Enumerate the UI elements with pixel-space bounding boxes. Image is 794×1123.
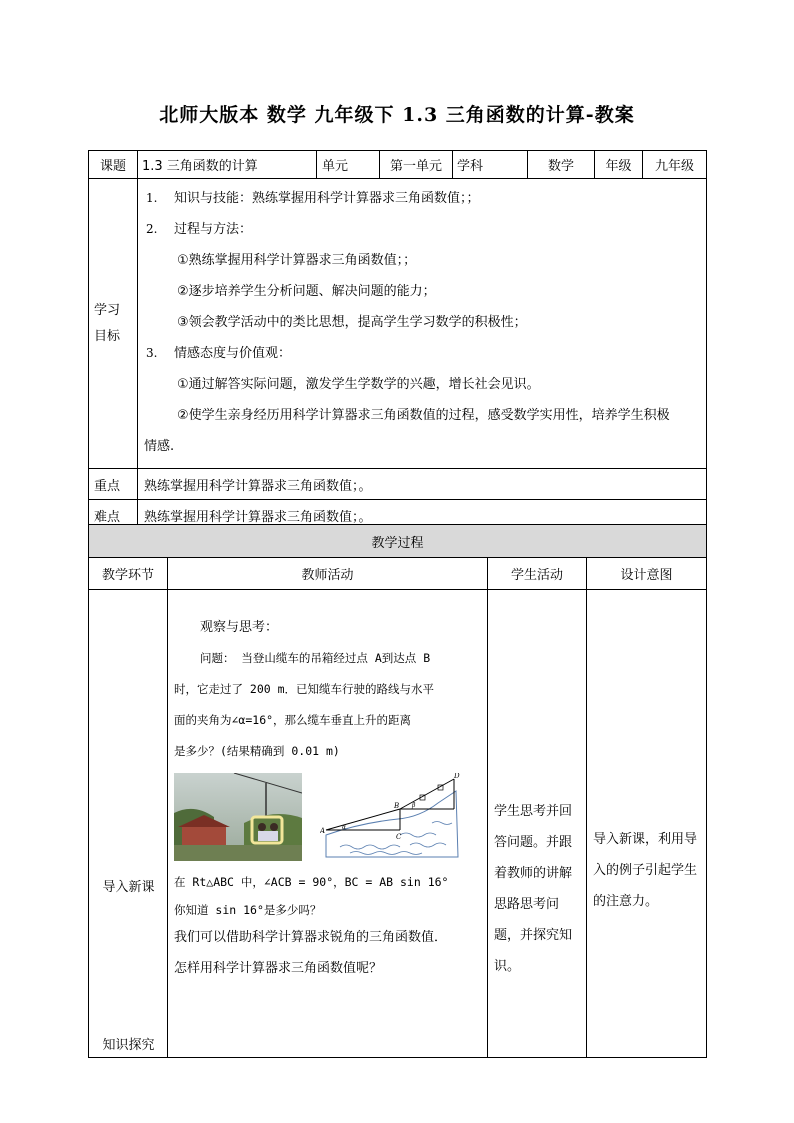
- objective-2c: ③领会教学活动中的类比思想，提高学生学习数学的积极性；: [177, 315, 527, 330]
- lesson-info-table: [88, 150, 707, 531]
- objectives-label-line1: 学习: [94, 302, 121, 318]
- info-value-topic: 1.3 三角函数的计算: [138, 151, 317, 179]
- teacher-p9: 怎样用科学计算器求三角函数值呢？: [174, 961, 383, 976]
- info-key-topic: 课题: [89, 151, 138, 179]
- objective-3: 情感态度与价值观：: [174, 346, 292, 361]
- label-b: B: [394, 802, 400, 810]
- col-header-student: 学生活动: [488, 558, 587, 590]
- objective-3c: 情感.: [144, 439, 175, 454]
- objective-number-1: 1.: [146, 191, 158, 205]
- design-intent-cell: [587, 590, 707, 1058]
- info-value-grade: 九年级: [643, 151, 707, 179]
- teacher-p7: 你知道 sin 16°是多少吗？: [174, 903, 322, 917]
- teacher-p2: 问题： 当登山缆车的吊箱经过点 A到达点 B: [200, 651, 431, 665]
- teacher-p4: 面的夹角为∠α=16°，那么缆车垂直上升的距离: [174, 713, 412, 727]
- label-alpha: α: [342, 824, 347, 831]
- objective-number-3: 3.: [146, 346, 158, 360]
- key-point-text: 熟练掌握用科学计算器求三角函数值；。: [138, 469, 707, 500]
- info-value-unit: 第一单元: [380, 151, 453, 179]
- col-header-design: 设计意图: [587, 558, 707, 590]
- difficulty-label: 难点: [89, 500, 138, 531]
- col-header-stage: 教学环节: [89, 558, 168, 590]
- info-key-grade: 年级: [595, 151, 643, 179]
- teacher-p1: 观察与思考：: [200, 620, 279, 635]
- teacher-p5: 是多少？(结果精确到 0.01 m): [174, 744, 340, 758]
- page-title: 北师大版本 数学 九年级下 1.3 三角函数的计算-教案: [159, 104, 635, 126]
- teacher-p3: 时，它走过了 200 m．已知缆车行驶的路线与水平: [174, 682, 435, 696]
- objectives-label-line2: 目标: [94, 328, 121, 344]
- key-point-label: 重点: [89, 469, 138, 500]
- objectives-label: [89, 179, 138, 469]
- teacher-p8: 我们可以借助科学计算器求锐角的三角函数值．: [174, 930, 448, 945]
- slope-diagram: [320, 773, 464, 861]
- design-intent: 导入新课，利用导入的例子引起学生的注意力。: [593, 832, 698, 909]
- teacher-p6: 在 Rt△ABC 中，∠ACB = 90°，BC = AB sin 16°: [174, 875, 449, 889]
- info-key-subject: 学科: [453, 151, 528, 179]
- process-header: 教学过程: [89, 525, 707, 558]
- cable-car-photo: [174, 773, 302, 861]
- objective-2b: ②逐步培养学生分析问题、解决问题的能力；: [177, 284, 436, 299]
- student-activity: 学生思考并回答问题。并跟着教师的讲解思路思考问题，并探究知识。: [494, 804, 573, 974]
- objective-1: 知识与技能：熟练掌握用科学计算器求三角函数值；；: [174, 191, 480, 206]
- col-header-teacher: 教师活动: [168, 558, 488, 590]
- objectives-content: [138, 179, 707, 469]
- difficulty-text: 熟练掌握用科学计算器求三角函数值；。: [138, 500, 707, 531]
- objective-3b: ②使学生亲身经历用科学计算器求三角函数值的过程，感受数学实用性，培养学生积极: [177, 408, 670, 423]
- student-activity-cell: [488, 590, 587, 1058]
- teacher-activity: [168, 590, 488, 1058]
- objective-2a: ①熟练掌握用科学计算器求三角函数值；；: [177, 253, 417, 268]
- label-c: C: [396, 833, 402, 841]
- label-a: A: [320, 827, 326, 835]
- stage-explore: 知识探究: [102, 1038, 155, 1053]
- objective-number-2: 2.: [146, 222, 158, 236]
- info-value-subject: 数学: [528, 151, 595, 179]
- figure-row: [174, 771, 481, 861]
- label-beta: β: [412, 802, 416, 809]
- objective-2: 过程与方法：: [174, 222, 253, 237]
- teaching-process-table: [88, 524, 707, 1058]
- stage-cell: [89, 590, 168, 1058]
- label-d: D: [454, 773, 460, 780]
- objective-3a: ①通过解答实际问题，激发学生学数学的兴趣，增长社会见识。: [177, 377, 540, 392]
- stage-intro: 导入新课: [102, 880, 155, 895]
- info-key-unit: 单元: [317, 151, 380, 179]
